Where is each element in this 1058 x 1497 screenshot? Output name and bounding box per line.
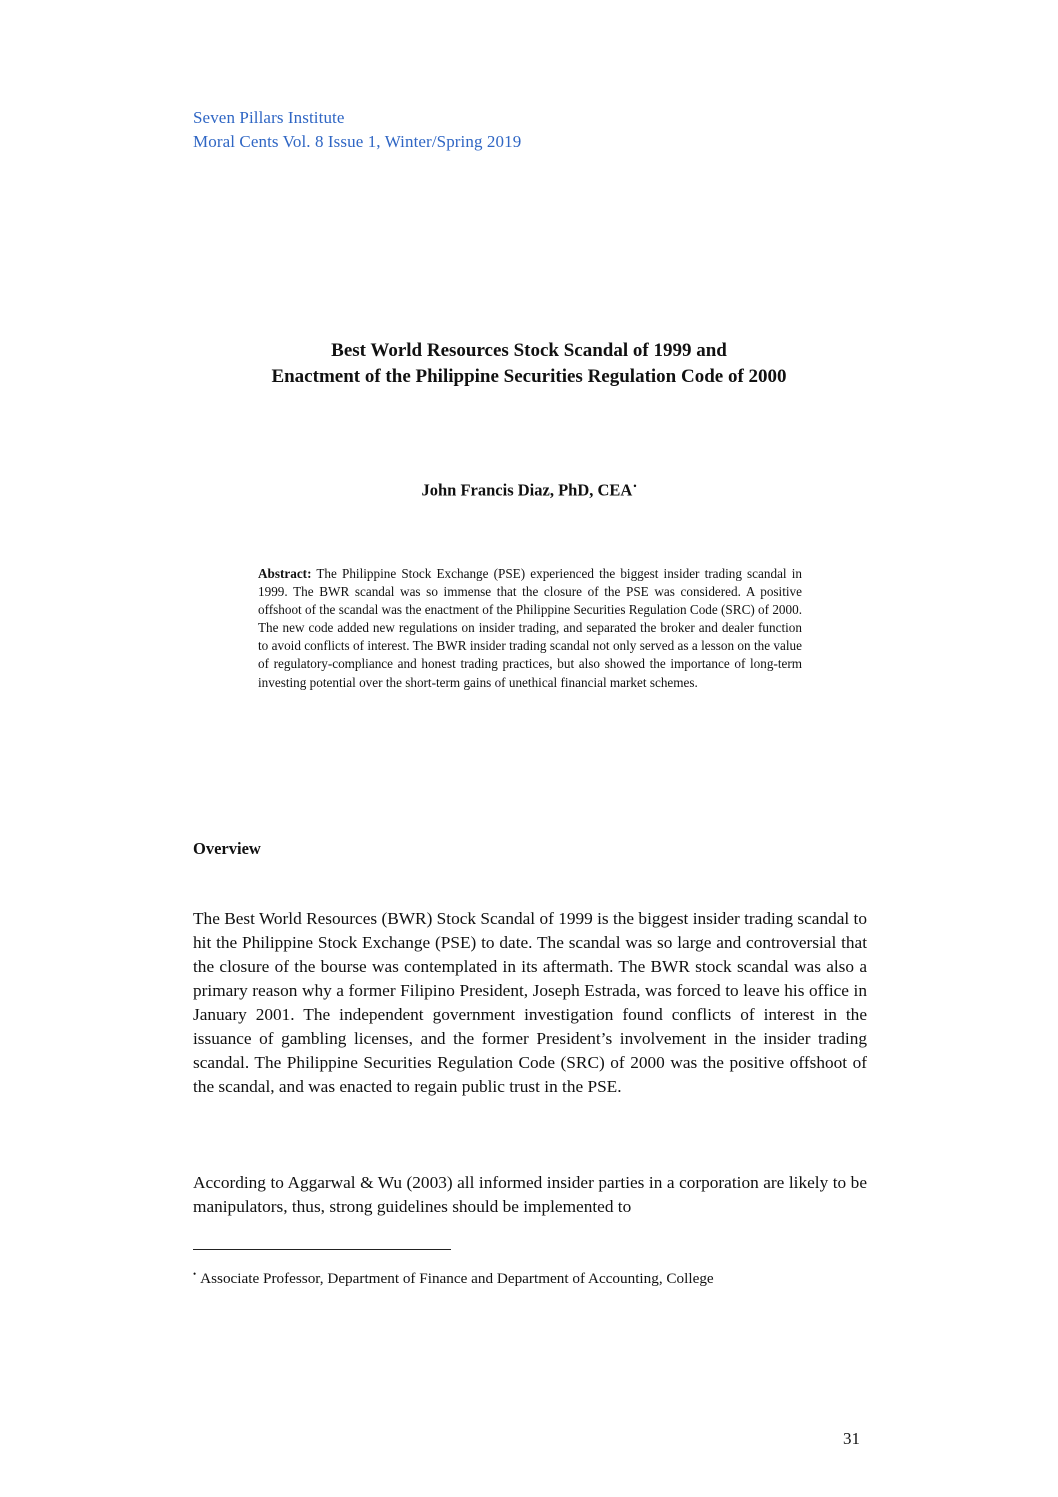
abstract-text: The Philippine Stock Exchange (PSE) experienced the biggest insider trading scandal in 1999. The BWR scandal was so immense that the closure of the PSE was considered. A positive offshoot of the scandal was the enactment of the Philippine Securities Regulation Code (SRC) of 2000. The new code added new regulations on insider trading, and separated the broker and dealer function to avoid conflicts of interest. The BWR insider trading scandal not only served as a lesson on the value of regulatory-compliance and honest trading practices, but also showed the importance of long-term investing potential over the short-term gains of unethical financial market schemes. — [258, 566, 803, 690]
footnote-mark: • — [193, 1269, 197, 1279]
footnote-text: Associate Professor, Department of Finance and Department of Accounting, College — [200, 1270, 714, 1288]
footnote-divider — [193, 1249, 451, 1250]
body-paragraph-1: The Best World Resources (BWR) Stock Scandal of 1999 is the biggest insider trading scandal to hit the Philippine Stock Exchange (PSE) to date. The scandal was so large and controversial that the closure of the bourse was contemplated in its aftermath. The BWR stock scandal was also a primary reason why a former Filipino President, Joseph Estrada, was forced to leave his office in January 2001. The independent government investigation found conflicts of interest in the issuance of gambling licenses, and the former President’s involvement in the insider trading scandal. The Philippine Securities Regulation Code (SRC) of 2000 was the positive offshoot of the scandal, and was enacted to regain public trust in the PSE. — [193, 909, 867, 1096]
author-line — [150, 476, 908, 501]
author-name: John Francis Diaz, PhD, CEA — [421, 480, 633, 500]
article-title — [150, 338, 908, 390]
title-line-2: Enactment of the Philippine Securities Regulation Code of 2000 — [271, 366, 787, 387]
abstract — [258, 565, 802, 692]
body-paragraph-2: According to Aggarwal & Wu (2003) all informed insider parties in a corporation are likely to be manipulators, thus, strong guidelines should be implemented to — [193, 1173, 867, 1216]
title-line-1: Best World Resources Stock Scandal of 1999 and — [331, 340, 727, 361]
journal-issue: Moral Cents Vol. 8 Issue 1, Winter/Spring 2019 — [193, 132, 522, 151]
page-number: 31 — [843, 1429, 860, 1448]
author-footnote-mark: • — [633, 481, 637, 491]
footnote — [193, 1264, 867, 1289]
institute-name: Seven Pillars Institute — [193, 108, 345, 127]
abstract-label: Abstract: — [258, 566, 312, 581]
journal-header — [193, 106, 521, 154]
section-heading-overview: Overview — [193, 839, 261, 858]
